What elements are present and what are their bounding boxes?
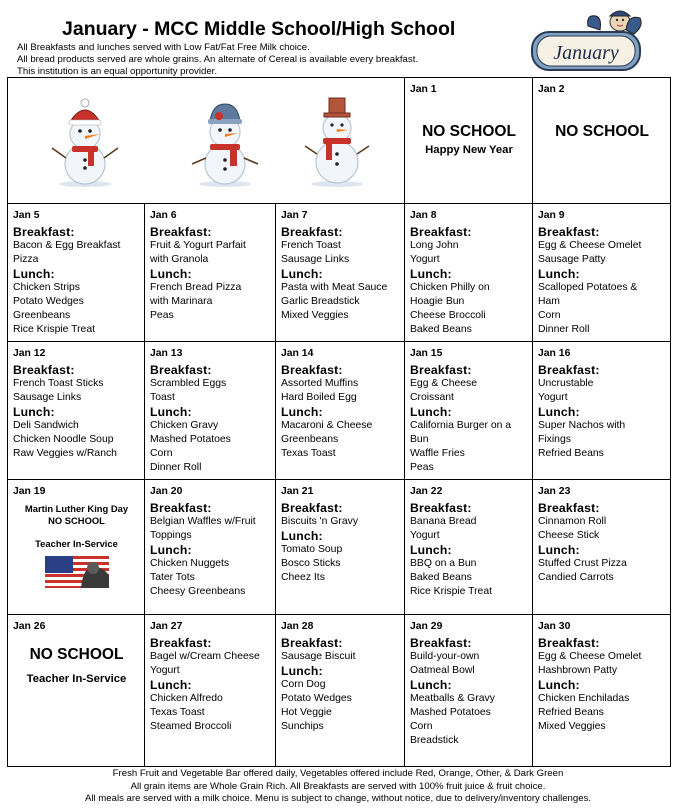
day-note: Teacher In-Service <box>26 673 127 685</box>
menu-item: French Toast <box>281 240 341 251</box>
day-date: Jan 15 <box>410 348 443 359</box>
breakfast-label: Breakfast: <box>538 636 600 650</box>
day-cell-jan26 <box>8 615 145 766</box>
day-cell-jan23 <box>533 480 670 615</box>
menu-item: Uncrustable <box>538 378 594 389</box>
menu-item: Texas Toast <box>281 448 336 459</box>
day-cell-jan28 <box>276 615 405 766</box>
lunch-label: Lunch: <box>150 543 192 557</box>
menu-item: Long John <box>410 240 459 251</box>
day-date: Jan 19 <box>13 486 46 497</box>
lunch-label: Lunch: <box>538 267 580 281</box>
menu-item: Mashed Potatoes <box>410 707 491 718</box>
menu-item: French Bread Pizza <box>150 282 242 293</box>
snowman-blue-hat-icon <box>188 92 262 188</box>
menu-item: Corn <box>150 448 173 459</box>
note-milk: All Breakfasts and lunches served with Low Fat/Fat Free Milk choice. <box>17 42 310 53</box>
day-date: Jan 9 <box>538 210 565 221</box>
note-grains: All bread products served are whole grains. An alternate of Cereal is available every breakfast. <box>17 54 419 66</box>
menu-item: Belgian Waffles w/Fruit <box>150 516 256 527</box>
day-date: Jan 8 <box>410 210 437 221</box>
menu-item: Fruit & Yogurt Parfait <box>150 240 246 251</box>
menu-item: Hot Veggie <box>281 707 332 718</box>
menu-item: Oatmeal Bowl <box>410 665 475 676</box>
menu-item: Egg & Cheese Omelet <box>538 240 642 251</box>
menu-item: Yogurt <box>410 254 440 265</box>
breakfast-label: Breakfast: <box>281 225 343 239</box>
menu-item: Chicken Alfredo <box>150 693 223 704</box>
menu-item: Scalloped Potatoes & <box>538 282 638 293</box>
breakfast-label: Breakfast: <box>150 636 212 650</box>
menu-item: Chicken Enchiladas <box>538 693 630 704</box>
day-cell-jan5 <box>8 204 145 342</box>
menu-calendar <box>7 77 671 767</box>
menu-item: Bosco Sticks <box>281 558 341 569</box>
menu-item: Hard Boiled Egg <box>281 392 357 403</box>
menu-item: Sunchips <box>281 721 324 732</box>
menu-item: Biscuits 'n Gravy <box>281 516 359 527</box>
day-cell-jan14 <box>276 342 405 480</box>
breakfast-label: Breakfast: <box>410 636 472 650</box>
menu-item: Ham <box>538 296 560 307</box>
footer-line-vegetables: Fresh Fruit and Vegetable Bar offered daily, Vegetables offered include Red, Orange, Other, & Dark Green <box>112 768 564 779</box>
breakfast-label: Breakfast: <box>538 501 600 515</box>
snowman-decoration-cell <box>8 78 405 204</box>
menu-item: Greenbeans <box>13 310 71 321</box>
snowman-top-hat-icon <box>300 92 374 188</box>
snowman-red-hat-icon <box>48 92 122 188</box>
menu-item: Potato Wedges <box>13 296 84 307</box>
lunch-label: Lunch: <box>13 267 55 281</box>
menu-item: Tomato Soup <box>281 544 343 555</box>
breakfast-label: Breakfast: <box>150 363 212 377</box>
menu-item: Refried Beans <box>538 448 604 459</box>
menu-item: Candied Carrots <box>538 572 614 583</box>
menu-item: Fixings <box>538 434 571 445</box>
menu-item: Toast <box>150 392 175 403</box>
menu-item: Pasta with Meat Sauce <box>281 282 388 293</box>
lunch-label: Lunch: <box>281 529 323 543</box>
menu-item: Chicken Philly on <box>410 282 490 293</box>
day-date: Jan 21 <box>281 486 314 497</box>
menu-item: Waffle Fries <box>410 448 465 459</box>
menu-item: Garlic Breadstick <box>281 296 360 307</box>
breakfast-label: Breakfast: <box>410 225 472 239</box>
menu-item: Chicken Gravy <box>150 420 219 431</box>
breakfast-label: Breakfast: <box>150 225 212 239</box>
menu-item: Corn Dog <box>281 679 326 690</box>
menu-item: Mixed Veggies <box>281 310 349 321</box>
no-school-label: NO SCHOOL <box>422 123 516 140</box>
holiday-name: Martin Luther King Day <box>24 503 129 514</box>
breakfast-label: Breakfast: <box>538 363 600 377</box>
lunch-label: Lunch: <box>410 678 452 692</box>
menu-item: BBQ on a Bun <box>410 558 477 569</box>
day-cell-jan9 <box>533 204 670 342</box>
day-date: Jan 27 <box>150 621 183 632</box>
menu-item: Cheese Stick <box>538 530 600 541</box>
menu-item: Yogurt <box>150 665 180 676</box>
day-cell-jan16 <box>533 342 670 480</box>
day-date: Jan 26 <box>13 621 46 632</box>
lunch-label: Lunch: <box>281 267 323 281</box>
january-mittens-badge-icon <box>528 4 644 78</box>
lunch-label: Lunch: <box>150 405 192 419</box>
menu-item: Cheez Its <box>281 572 325 583</box>
day-cell-jan7 <box>276 204 405 342</box>
menu-item: Yogurt <box>410 530 440 541</box>
day-date: Jan 22 <box>410 486 443 497</box>
breakfast-label: Breakfast: <box>281 636 343 650</box>
lunch-label: Lunch: <box>538 543 580 557</box>
day-cell-jan20 <box>145 480 276 615</box>
lunch-label: Lunch: <box>150 267 192 281</box>
menu-item: Pizza <box>13 254 39 265</box>
lunch-label: Lunch: <box>538 678 580 692</box>
day-cell-jan21 <box>276 480 405 615</box>
day-date: Jan 14 <box>281 348 314 359</box>
menu-item: Croissant <box>410 392 454 403</box>
menu-item: Egg & Cheese Omelet <box>538 651 642 662</box>
breakfast-label: Breakfast: <box>13 363 75 377</box>
lunch-label: Lunch: <box>281 405 323 419</box>
no-school-label: NO SCHOOL <box>555 123 649 140</box>
lunch-label: Lunch: <box>281 664 323 678</box>
lunch-label: Lunch: <box>410 405 452 419</box>
footer-notes <box>0 768 676 806</box>
menu-item: Dinner Roll <box>150 462 202 473</box>
no-school-label: NO SCHOOL <box>29 646 124 663</box>
breakfast-label: Breakfast: <box>410 363 472 377</box>
day-cell-jan22 <box>405 480 533 615</box>
breakfast-label: Breakfast: <box>281 363 343 377</box>
menu-item: Greenbeans <box>281 434 339 445</box>
breakfast-label: Breakfast: <box>13 225 75 239</box>
menu-item: California Burger on a <box>410 420 512 431</box>
page-title: January - MCC Middle School/High School <box>62 18 456 40</box>
menu-item: Hashbrown Patty <box>538 665 618 676</box>
day-date: Jan 20 <box>150 486 183 497</box>
menu-item: Macaroni & Cheese <box>281 420 373 431</box>
menu-item: Super Nachos with <box>538 420 626 431</box>
menu-item: Corn <box>538 310 561 321</box>
menu-item: Scrambled Eggs <box>150 378 227 389</box>
menu-item: Chicken Noodle Soup <box>13 434 114 445</box>
menu-item: Bagel w/Cream Cheese <box>150 651 260 662</box>
menu-item: Mixed Veggies <box>538 721 606 732</box>
menu-item: Chicken Nuggets <box>150 558 230 569</box>
menu-item: Rice Krispie Treat <box>13 324 95 335</box>
day-date: Jan 7 <box>281 210 308 221</box>
day-date: Jan 28 <box>281 621 314 632</box>
day-date: Jan 6 <box>150 210 177 221</box>
menu-item: Baked Beans <box>410 324 472 335</box>
lunch-label: Lunch: <box>410 543 452 557</box>
lunch-label: Lunch: <box>150 678 192 692</box>
day-date: Jan 1 <box>410 84 437 95</box>
menu-item: Peas <box>410 462 434 473</box>
menu-item: Rice Krispie Treat <box>410 586 492 597</box>
menu-item: Peas <box>150 310 174 321</box>
day-cell-jan27 <box>145 615 276 766</box>
menu-item: with Marinara <box>150 296 213 307</box>
day-cell-jan8 <box>405 204 533 342</box>
header-notes <box>17 42 418 79</box>
menu-item: Texas Toast <box>150 707 205 718</box>
day-cell-jan12 <box>8 342 145 480</box>
day-cell-jan1 <box>405 78 533 204</box>
day-date: Jan 23 <box>538 486 571 497</box>
breakfast-label: Breakfast: <box>150 501 212 515</box>
menu-item: Bun <box>410 434 429 445</box>
menu-item: Banana Bread <box>410 516 477 527</box>
menu-item: Refried Beans <box>538 707 604 718</box>
menu-item: Toppings <box>150 530 192 541</box>
menu-item: Yogurt <box>538 392 568 403</box>
menu-item: Sausage Links <box>281 254 350 265</box>
lunch-label: Lunch: <box>410 267 452 281</box>
lunch-label: Lunch: <box>13 405 55 419</box>
menu-item: with Granola <box>150 254 209 265</box>
menu-item: Hoagie Bun <box>410 296 465 307</box>
menu-item: Cheese Broccoli <box>410 310 486 321</box>
day-cell-jan15 <box>405 342 533 480</box>
no-school-label: NO SCHOOL <box>48 515 105 526</box>
menu-item: Mashed Potatoes <box>150 434 231 445</box>
day-date: Jan 12 <box>13 348 46 359</box>
mlk-flag-icon <box>45 556 109 588</box>
menu-item: Baked Beans <box>410 572 472 583</box>
menu-item: Dinner Roll <box>538 324 590 335</box>
menu-item: Chicken Strips <box>13 282 80 293</box>
day-cell-jan13 <box>145 342 276 480</box>
menu-item: Sausage Links <box>13 392 82 403</box>
menu-item: Steamed Broccoli <box>150 721 232 732</box>
menu-item: Breadstick <box>410 735 459 746</box>
menu-item: Sausage Patty <box>538 254 606 265</box>
day-cell-jan29 <box>405 615 533 766</box>
day-date: Jan 29 <box>410 621 443 632</box>
day-date: Jan 2 <box>538 84 565 95</box>
menu-item: Potato Wedges <box>281 693 352 704</box>
menu-item: Stuffed Crust Pizza <box>538 558 627 569</box>
note-equal-opportunity: This institution is an equal opportunity provider. <box>17 66 217 78</box>
menu-item: Sausage Biscuit <box>281 651 356 662</box>
menu-item: Corn <box>410 721 433 732</box>
day-note: Teacher In-Service <box>35 538 118 549</box>
day-date: Jan 13 <box>150 348 183 359</box>
menu-item: Assorted Muffins <box>281 378 359 389</box>
menu-item: Build-your-own <box>410 651 480 662</box>
menu-item: Cheesy Greenbeans <box>150 586 246 597</box>
day-date: Jan 5 <box>13 210 40 221</box>
day-cell-jan6 <box>145 204 276 342</box>
lunch-label: Lunch: <box>538 405 580 419</box>
breakfast-label: Breakfast: <box>281 501 343 515</box>
day-cell-jan19 <box>8 480 145 615</box>
footer-line-grains: All grain items are Whole Grain Rich. All Breakfasts are served with 100% fruit juice & fruit choice. <box>130 780 546 792</box>
day-cell-jan30 <box>533 615 670 766</box>
menu-item: Tater Tots <box>150 572 195 583</box>
breakfast-label: Breakfast: <box>538 225 600 239</box>
menu-item: Bacon & Egg Breakfast <box>13 240 121 251</box>
menu-item: Egg & Cheese <box>410 378 478 389</box>
menu-item: French Toast Sticks <box>13 378 104 389</box>
day-cell-jan2 <box>533 78 670 204</box>
day-date: Jan 16 <box>538 348 571 359</box>
footer-line-milk: All meals are served with a milk choice. Menu is subject to change, without notice, due to delivery/inventory challenges. <box>84 793 592 805</box>
menu-item: Meatballs & Gravy <box>410 693 495 704</box>
breakfast-label: Breakfast: <box>410 501 472 515</box>
menu-item: Deli Sandwich <box>13 420 79 431</box>
badge-text: January <box>553 42 619 64</box>
day-note: Happy New Year <box>425 144 513 156</box>
menu-item: Cinnamon Roll <box>538 516 607 527</box>
day-date: Jan 30 <box>538 621 571 632</box>
menu-item: Raw Veggies w/Ranch <box>13 448 117 459</box>
